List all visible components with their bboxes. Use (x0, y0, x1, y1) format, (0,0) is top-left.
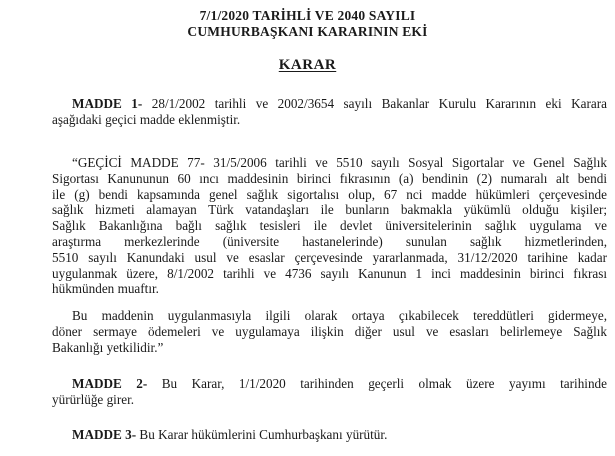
provisional-line-1: “GEÇİCİ MADDE 77- 31/5/2006 tarihli ve 5510 sayılı Sosyal Sigortalar ve Genel Sağlık (72, 155, 607, 170)
provisional-p2-line-3: Bakanlığı yetkilidir.” (52, 339, 164, 355)
document-title: KARAR (278, 57, 337, 73)
provisional-line-2: Sigortası Kanununun 60 ıncı maddesinin birinci fıkrasının (a) bendinin (2) numaralı alt bendi (52, 170, 607, 186)
header-line-1: 7/1/2020 TARİHLİ VE 2040 SAYILI (199, 8, 416, 23)
article-3-label: MADDE 3- (72, 427, 137, 442)
article-2-text-1: Bu Karar, 1/1/2020 tarihinden geçerli olmak üzere yayımı tarihinde (147, 376, 607, 391)
article-3-line-1 (52, 427, 607, 443)
article-1-label: MADDE 1- (72, 96, 143, 111)
article-1-text-1: 28/1/2002 tarihli ve 2002/3654 sayılı Bakanlar Kurulu Kararının eki Karara (142, 96, 608, 111)
article-3-text: Bu Karar hükümlerini Cumhurbaşkanı yürütür. (136, 427, 388, 442)
header-line-2: CUMHURBAŞKANI KARARININ EKİ (187, 24, 428, 39)
provisional-line-7: 5510 sayılı Kanundaki usul ve esaslar çerçevesinde yararlanmada, 31/12/2020 tarihine kadar (52, 249, 607, 265)
article-1-line-2: aşağıdaki geçici madde eklenmiştir. (52, 111, 241, 127)
provisional-line-3: ile (g) bendi kapsamında genel sağlık sigortalısı olup, 67 nci madde hükümleri çerçevesinde (52, 186, 607, 202)
article-1-line-1 (52, 96, 607, 112)
provisional-article-77-paragraph-2 (52, 308, 607, 355)
article-2-line-1 (52, 376, 607, 392)
article-2 (52, 376, 607, 408)
article-1 (52, 96, 607, 128)
document-header (0, 8, 615, 40)
provisional-article-77 (52, 155, 607, 297)
provisional-p2-line-2: döner sermaye ödemeleri ve uygulamaya ilişkin diğer usul ve esasları belirlemeye Sağlık (52, 323, 607, 339)
provisional-line-5: Sağlık Bakanlığına bağlı sağlık tesisleri ile devlet üniversitelerinin sağlık uygulama ve (52, 218, 607, 234)
provisional-line-4: sağlık hizmeti alamayan Türk vatandaşları ile bunların bakmakla yükümlü olduğu kişiler; (52, 202, 607, 218)
article-2-label: MADDE 2- (72, 376, 148, 391)
article-2-line-2: yürürlüğe girer. (52, 391, 135, 407)
provisional-line-9: hükmünden muaftır. (52, 281, 159, 297)
provisional-p2-line-1: Bu maddenin uygulanmasıyla ilgili olarak ortaya çıkabilecek tereddütleri gidermeye, (72, 308, 607, 323)
provisional-line-8: uygulanmak üzere, 8/1/2002 tarihli ve 4736 sayılı Kanunun 1 inci maddesinin birinci fıkrası (52, 265, 607, 281)
provisional-line-6: araştırma merkezlerinde (üniversite hastanelerinde) sunulan sağlık hizmetlerinden, (52, 233, 607, 249)
article-3 (52, 427, 607, 443)
